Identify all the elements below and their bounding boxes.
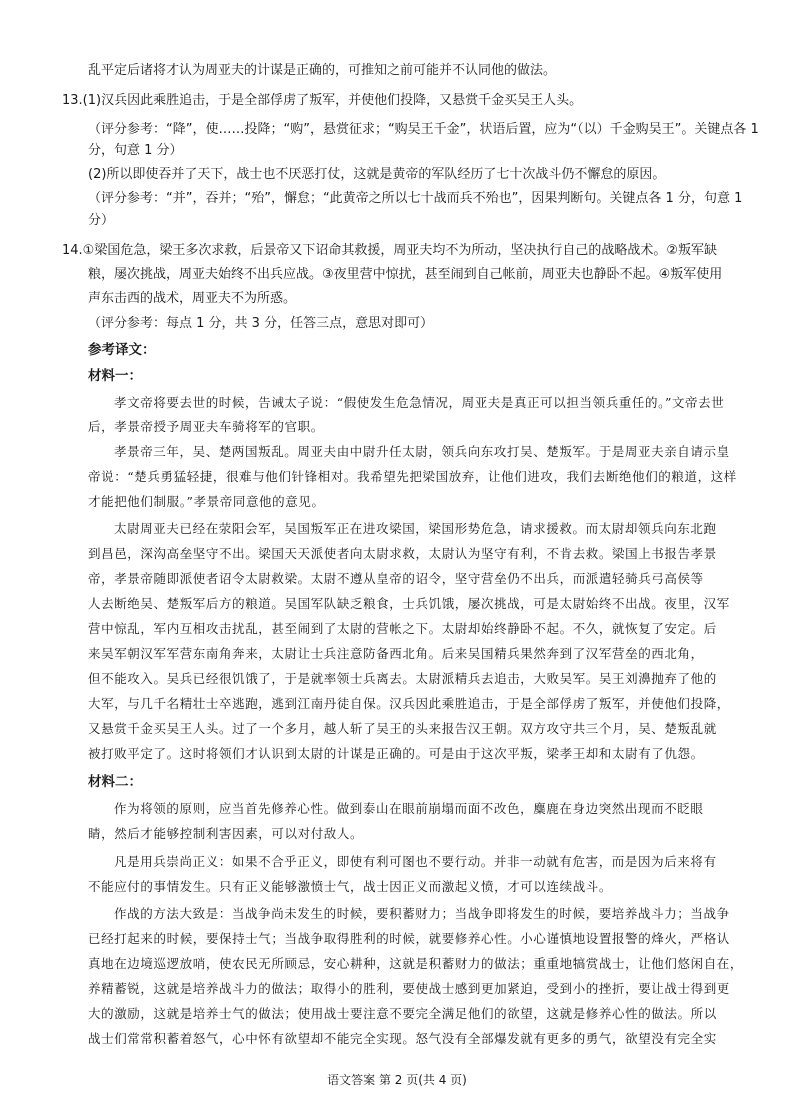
text-line: 帝说：“楚兵勇猛轻捷，很难与他们针锋相对。我希望先把梁国放弃，让他们进攻，我们去断绝他们的粮道，这样 <box>88 469 737 484</box>
section-heading: 材料二： <box>88 774 142 790</box>
text-line: 才能把他们制服。”孝景帝同意他的意见。 <box>88 494 325 509</box>
text-line: 声东击西的战术，周亚夫不为所惑。 <box>88 291 297 306</box>
text-line: 凡是用兵崇尚正义：如果不合乎正义，即使有利可图也不要行动。并非一动就有危害，而是因为后来将有 <box>114 854 717 869</box>
text-line: 被打败平定了。这时将领们才认识到太尉的计谋是正确的。可是由于这次平叛，梁孝王却和太尉有了仇怨。 <box>88 746 704 761</box>
text-line: 到昌邑，深沟高垒坚守不出。梁国天天派使者向太尉求救，太尉认为坚守有利，不肯去救。梁国上书报告孝景 <box>88 546 717 561</box>
text-line: 作为将领的原则，应当首先修养心性。做到泰山在眼前崩塌而面不改色，麋鹿在身边突然出现而不眨眼 <box>114 801 704 816</box>
text-line: 孝文帝将要去世的时候，告诫太子说：“假使发生危急情况，周亚夫是真正可以担当领兵重任的。”文帝去世 <box>114 395 725 410</box>
text-line: 人去断绝吴、楚叛军后方的粮道。吴国军队缺乏粮食，士兵饥饿，屡次挑战，可是太尉始终不出战。夜里，汉军 <box>88 596 730 611</box>
text-line: 已经打起来的时候，要保持士气；当战争取得胜利的时候，就要修养心性。小心谨慎地设置报警的烽火，严格认 <box>88 931 730 946</box>
text-line: （评分参考：“并”，吞并；“殆”，懈怠；“此黄帝之所以七十战而兵不殆也”，因果判断句。关键点各 1 分，句意 1 <box>88 191 743 206</box>
section-heading: 参考译文： <box>88 342 156 358</box>
text-line: 但不能攻入。吴兵已经很饥饿了，于是就率领士兵离去。太尉派精兵去追击，大败吴军。吴王刘濞抛弃了他的 <box>88 671 717 686</box>
text-line: 粮，屡次挑战，周亚夫始终不出兵应战。③夜里营中惊扰，甚至闹到自己帐前，周亚夫也静卧不起。④叛军使用 <box>88 267 723 282</box>
text-line: 分，句意 1 分） <box>88 143 183 158</box>
text-line: 真地在边境巡逻放哨，使农民无所顾忌，安心耕种，这就是积蓄财力的做法；重重地犒赏战士，让他们悠闲自在， <box>88 956 744 971</box>
text-line: （评分参考：每点 1 分，共 3 分，任答三点，意思对即可） <box>88 316 434 331</box>
text-line: 大的激励，这就是培养士气的做法；使用战士要注意不要完全满足他们的欲望，这就是修养心性的做法。所以 <box>88 1006 717 1021</box>
text-line: 又悬赏千金买吴王人头。过了一个多月，越人斩了吴王的头来报告汉王朝。双方攻守共三个月，吴、楚叛乱就 <box>88 721 717 736</box>
section-heading: 材料一： <box>88 368 142 384</box>
text-line: 帝，孝景帝随即派使者诏令太尉救梁。太尉不遵从皇帝的诏令，坚守营垒仍不出兵，而派遣轻骑兵弓高侯等 <box>88 571 704 586</box>
page-footer: 语文答案 第 2 页(共 4 页) <box>327 1073 467 1087</box>
text-line: 睛，然后才能够控制利害因素，可以对付敌人。 <box>88 826 364 841</box>
text-line: 乱平定后诸将才认为周亚夫的计谋是正确的，可推知之前可能并不认同他的做法。 <box>88 63 557 78</box>
text-line: 战士们常常积蓄着怒气，心中怀有欲望却不能完全实现。怒气没有全部爆发就有更多的勇气，欲望没有完全实 <box>88 1031 717 1046</box>
text-line: 分） <box>88 213 115 228</box>
text-line: 养精蓄锐，这就是培养战斗力的做法；取得小的胜利，要使战士感到更加紧迫，受到小的挫折，要让战士得到更 <box>88 981 730 996</box>
text-line: 来吴军朝汉军军营东南角奔来，太尉让士兵注意防备西北角。后来吴国精兵果然奔到了汉军营垒的西北角， <box>88 646 704 661</box>
text-line: 13.(1)汉兵因此乘胜追击，于是全部俘虏了叛军，并使他们投降，又悬赏千金买吴王人头。 <box>62 93 583 108</box>
text-line: 孝景帝三年，吴、楚两国叛乱。周亚夫由中尉升任太尉，领兵向东攻打吴、楚叛军。于是周亚夫亲自请示皇 <box>114 444 730 459</box>
text-line: 营中惊乱，军内互相攻击扰乱，甚至闹到了太尉的营帐之下。太尉却始终静卧不起。不久，就恢复了安定。后 <box>88 621 717 636</box>
text-line: 后，孝景帝授予周亚夫车骑将军的官职。 <box>88 419 324 434</box>
text-line: 大军，与几千名精壮士卒逃跑，逃到江南丹徒自保。汉兵因此乘胜追击，于是全部俘虏了叛军，并使他们投降， <box>88 696 730 711</box>
text-line: 14.①梁国危急，梁王多次求救，后景帝又下诏命其救援，周亚夫均不为所动，坚决执行自己的战略战术。②叛军缺 <box>62 243 717 258</box>
text-line: （评分参考：“降”，使……投降；“购”，悬赏征求；“购吴王千金”，状语后置，应为“（以）千金购吴王”。关键点各 1 <box>88 122 759 137</box>
text-line: 作战的方法大致是：当战争尚未发生的时候，要积蓄财力；当战争即将发生的时候，要培养战斗力；当战争 <box>114 906 730 921</box>
text-line: (2)所以即使吞并了天下，战士也不厌恶打仗，这就是黄帝的军队经历了七十次战斗仍不懈怠的原因。 <box>88 167 666 182</box>
text-line: 不能应付的事情发生。只有正义能够激愤士气，战士因正义而激起义愤，才可以连续战斗。 <box>88 879 613 894</box>
text-line: 太尉周亚夫已经在荥阳会军，吴国叛军正在进攻梁国，梁国形势危急，请求援救。而太尉却领兵向东北跑 <box>114 521 717 536</box>
